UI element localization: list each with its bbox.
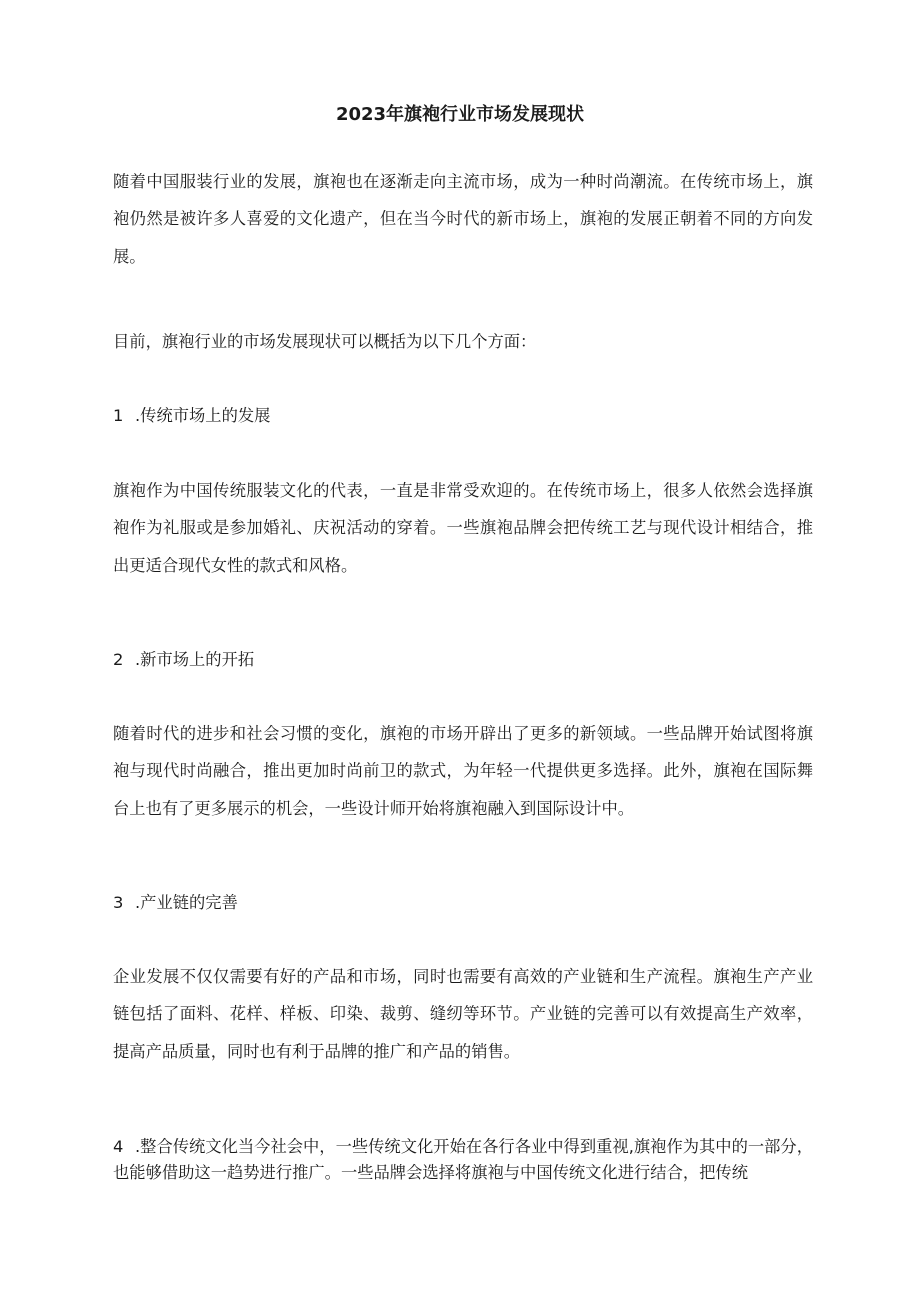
section-4-paragraph	[113, 1134, 813, 1186]
overview-paragraph: 目前，旗袍行业的市场发展现状可以概括为以下几个方面：	[113, 332, 537, 351]
section-3-number: 3	[113, 893, 124, 912]
section-2-body: 随着时代的进步和社会习惯的变化，旗袍的市场开辟出了更多的新领域。一些品牌开始试图将旗袍与现代时尚融合，推出更加时尚前卫的款式，为年轻一代提供更多选择。此外，旗袍在国际舞台上也有了更多展示的机会，一些设计师开始将旗袍融入到国际设计中。	[113, 724, 813, 818]
section-3-heading-text: .产业链的完善	[135, 893, 238, 912]
section-4-heading-text: .整合传统文化当今社会中，一些传统文化开始在各行各业中得到重视,旗袍作为其中的一部分，也能够借助这一趋势进行推广。一些品牌会选择将旗袍与中国传统文化进行结合，把传统	[113, 1137, 813, 1182]
section-2-heading	[113, 648, 813, 672]
section-1-heading	[113, 404, 813, 428]
section-1-heading-text: .传统市场上的发展	[135, 406, 271, 425]
section-3-heading	[113, 891, 813, 915]
intro-paragraph: 随着中国服装行业的发展，旗袍也在逐渐走向主流市场，成为一种时尚潮流。在传统市场上，旗袍仍然是被许多人喜爱的文化遗产，但在当今时代的新市场上，旗袍的发展正朝着不同的方向发展。	[113, 172, 813, 266]
section-1-number: 1	[113, 406, 124, 425]
section-3-body: 企业发展不仅仅需要有好的产品和市场，同时也需要有高效的产业链和生产流程。旗袍生产产业链包括了面料、花样、样板、印染、裁剪、缝纫等环节。产业链的完善可以有效提高生产效率，提高产品质量，同时也有利于品牌的推广和产品的销售。	[113, 967, 813, 1061]
section-2-heading-text: .新市场上的开拓	[135, 650, 255, 669]
section-4-number: 4	[113, 1137, 124, 1156]
section-2-number: 2	[113, 650, 124, 669]
section-1-body: 旗袍作为中国传统服装文化的代表，一直是非常受欢迎的。在传统市场上，很多人依然会选择旗袍作为礼服或是参加婚礼、庆祝活动的穿着。一些旗袍品牌会把传统工艺与现代设计相结合，推出更适合现代女性的款式和风格。	[113, 481, 813, 575]
page-title: 2023年旗袍行业市场发展现状	[335, 104, 585, 125]
